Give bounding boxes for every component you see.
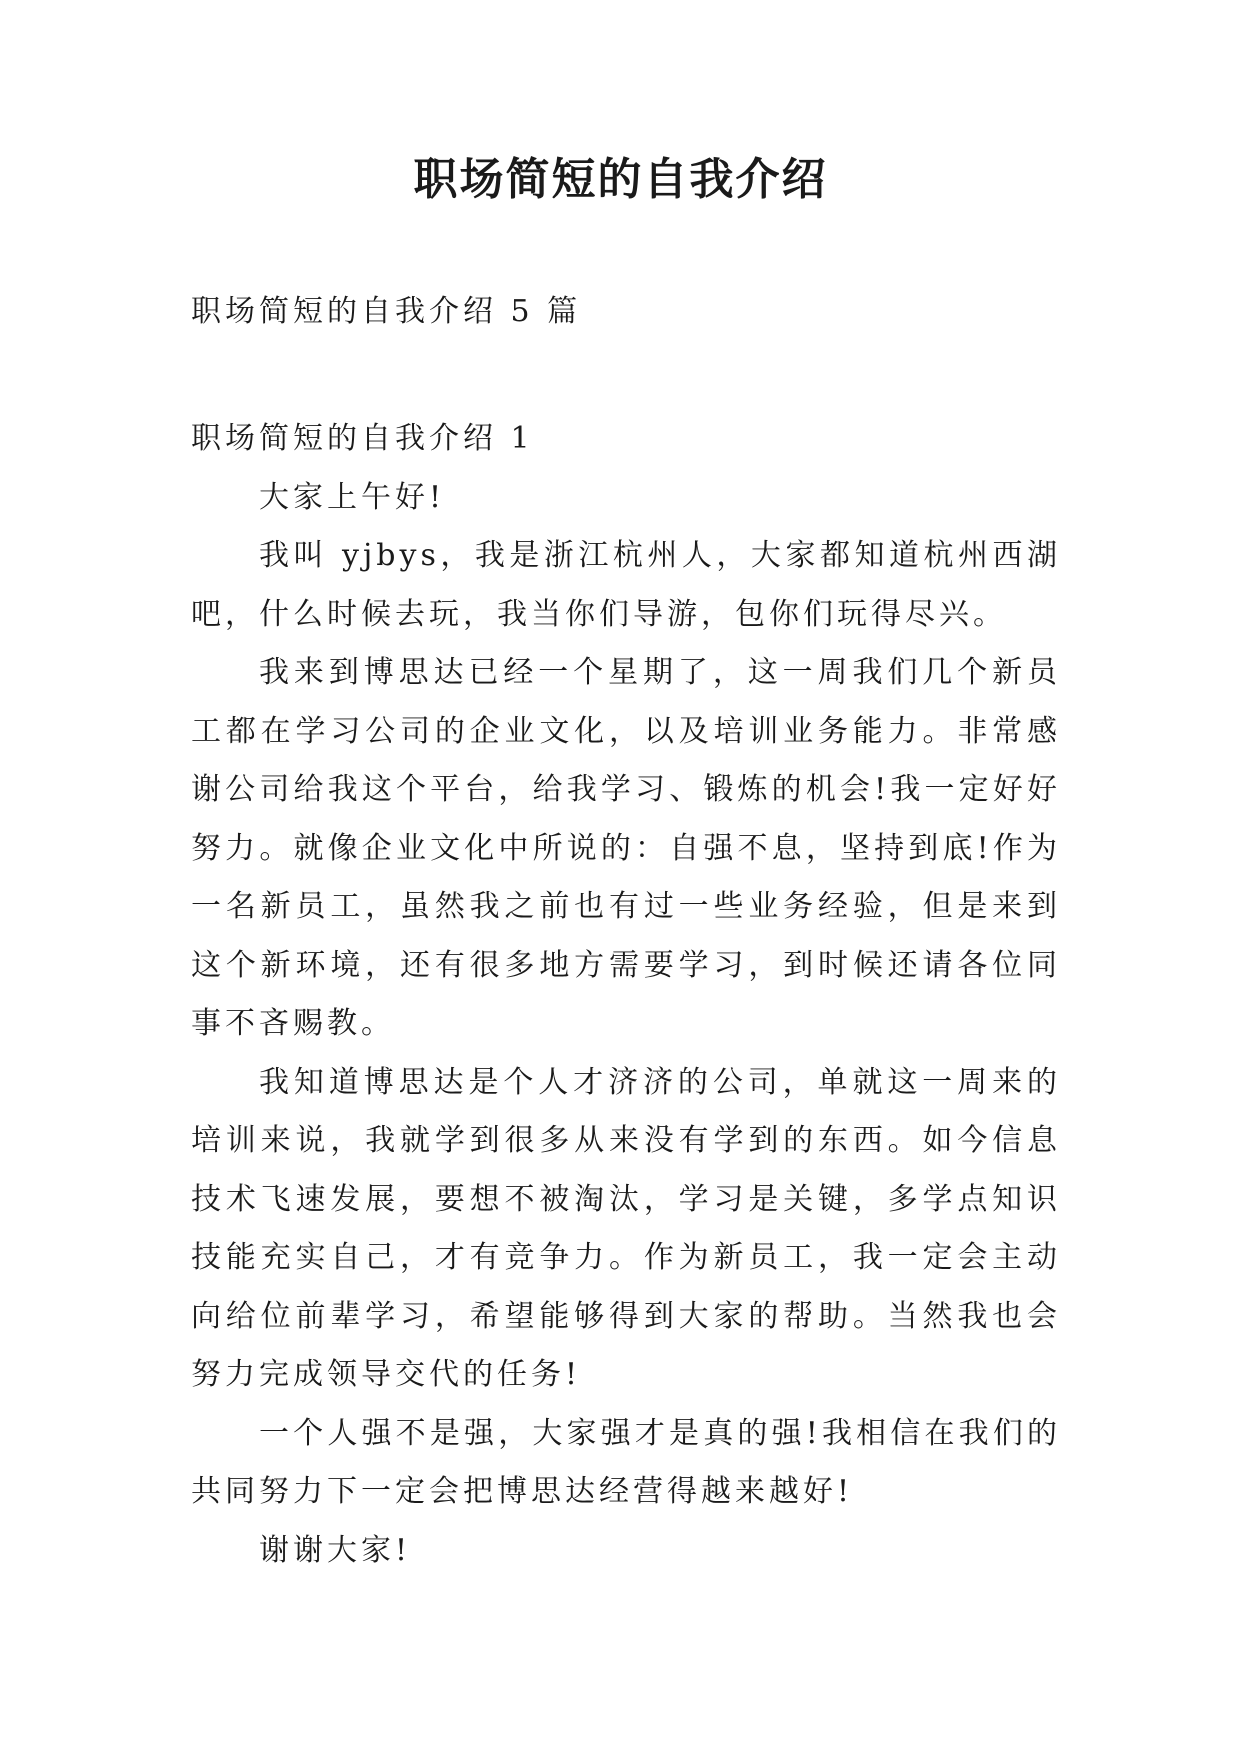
document-title: 职场简短的自我介绍: [413, 154, 828, 205]
article-heading: 职场简短的自我介绍 1: [191, 421, 534, 456]
collection-title: 职场简短的自我介绍 5 篇: [191, 294, 582, 329]
closing-paragraph: 谢谢大家!: [259, 1532, 412, 1568]
greeting-paragraph: 大家上午好!: [259, 479, 446, 515]
teamwork-paragraph: 一个人强不是强，大家强才是真的强!我相信在我们的共同努力下一定会把博思达经营得越来越好!: [191, 1415, 1061, 1509]
intro-paragraph: 我叫 yjbys，我是浙江杭州人，大家都知道杭州西湖吧，什么时候去玩，我当你们导游，包你们玩得尽兴。: [191, 538, 1061, 632]
learning-paragraph: 我知道博思达是个人才济济的公司，单就这一周来的培训来说，我就学到很多从来没有学到的东西。如今信息技术飞速发展，要想不被淘汰，学习是关键，多学点知识技能充实自己，才有竞争力。作为新员工，我一定会主动向给位前辈学习，希望能够得到大家的帮助。当然我也会努力完成领导交代的任务!: [191, 1064, 1061, 1392]
article-1: [191, 410, 1061, 1580]
company-experience-paragraph: 我来到博思达已经一个星期了，这一周我们几个新员工都在学习公司的企业文化，以及培训业务能力。非常感谢公司给我这个平台，给我学习、锻炼的机会!我一定好好努力。就像企业文化中所说的：自强不息，坚持到底!作为一名新员工，虽然我之前也有过一些业务经验，但是来到这个新环境，还有很多地方需要学习，到时候还请各位同事不吝赐教。: [191, 655, 1061, 1041]
